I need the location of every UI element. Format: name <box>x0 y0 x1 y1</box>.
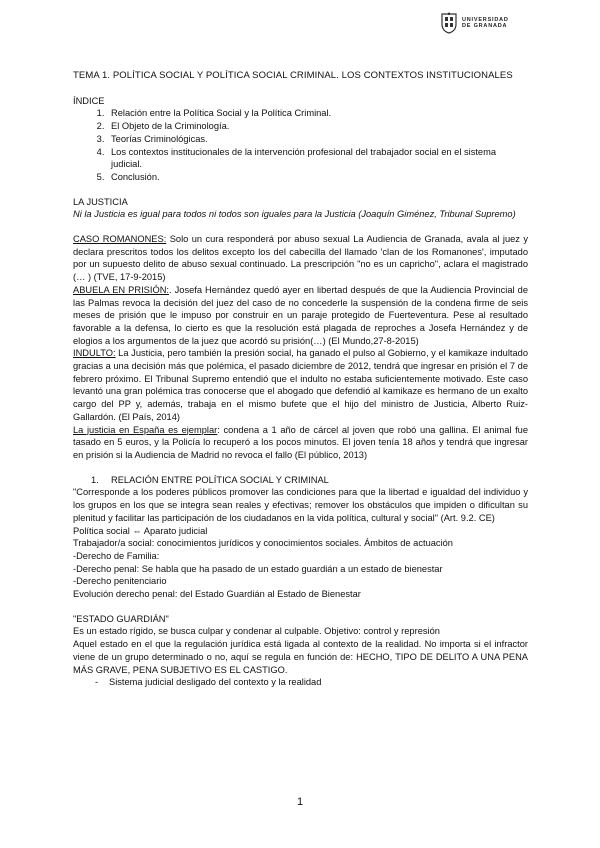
index-heading: ÍNDICE <box>73 95 105 106</box>
section-title: RELACIÓN ENTRE POLÍTICA SOCIAL Y CRIMINAL <box>111 474 329 485</box>
logo-line-2: DE GRANADA <box>462 23 508 29</box>
case-paragraph <box>73 284 528 348</box>
index-item: 1. Relación entre la Política Social y la Política Criminal. <box>107 107 528 120</box>
document-title: TEMA 1. POLÍTICA SOCIAL Y POLÍTICA SOCIAL CRIMINAL. LOS CONTEXTOS INSTITUCIONALES <box>73 70 513 81</box>
section-line: -Derecho de Familia: <box>73 550 160 561</box>
logo-line-1: UNIVERSIDAD <box>462 16 509 23</box>
index-item: 5. Conclusión. <box>107 171 528 184</box>
justicia-heading: LA JUSTICIA <box>73 196 128 207</box>
page-number: 1 <box>296 796 304 808</box>
index-item: 3. Teorías Criminológicas. <box>107 133 528 146</box>
estado-bullets <box>73 676 528 689</box>
constitution-quote: "Corresponde a los poderes públicos promover las condiciones para que la libertad e igualdad del individuo y los grupos en los que se integra sean reales y efectivas; remover los obstáculos que impiden o dificultan su plenitud y facilitar las participación de los ciudadanos en la vida política, cultural y social" (Art. 9.2. CE) <box>73 487 528 523</box>
case-paragraph <box>73 233 528 284</box>
section-line: -Derecho penitenciario <box>73 576 167 587</box>
section-number: 1. <box>91 474 99 485</box>
case-text: Solo un cura responderá por abuso sexual La Audiencia de Granada, avala al juez y declara prescritos todos los delitos excepto los del cabecilla del llamado 'clan de los Romanones', imputado por un supuesto delito de abuso sexual continuado. La prescripción "no es un capricho", aclara el magistrado (… ) (TVE, 17-9-2015) <box>73 234 528 283</box>
case-text: : condena a 1 año de cárcel al joven que robó una gallina. El animal fue tasado en 5 euros, y la Policía lo recuperó a los pocos minutos. El joven tenía 18 años y tendrá que ingresar en prisión si la Audiencia de Madrid no revoca el fallo (El público, 2013) <box>73 424 528 460</box>
case-label: CASO ROMANONES: <box>73 234 167 245</box>
index-item: 4. Los contextos institucionales de la intervención profesional del trabajador social en el sistema judicial. <box>107 146 528 171</box>
section-line: Política social ⇔ Aparato judicial <box>73 525 208 536</box>
section-line: Trabajador/a social: conocimientos jurídicos y conocimientos sociales. Ámbitos de actuación <box>73 538 453 549</box>
section-line: -Derecho penal: Se habla que ha pasado de un estado guardián a un estado de bienestar <box>73 563 443 574</box>
case-paragraph <box>73 347 528 423</box>
case-label: ABUELA EN PRISIÓN: <box>73 284 169 295</box>
case-label: INDULTO: <box>73 348 116 359</box>
section-1-heading <box>73 474 528 487</box>
estado-line: Es un estado rígido, se busca culpar y condenar al culpable. Objetivo: control y represión <box>73 626 440 637</box>
university-crest-icon <box>440 12 458 34</box>
section-line: Evolución derecho penal: del Estado Guardián al Estado de Bienestar <box>73 589 361 600</box>
case-text: La Justicia, pero también la presión social, ha ganado el pulso al Gobierno, y el kamikaze indultado gracias a una decisión más que polémica, el pasado diciembre de 2012, tendrá que ingresar en prisión el 7 de febrero próximo. El Tribunal Supremo entendió que el indulto no estaba suficientemente motivado. Este caso levantó una gran polémica tras conocerse que el abogado que defendió al kamikaze es hermano de un exalto cargo del PP y, además, trabaja en el mismo bufete que el hijo del ministro de Justicia, Alberto Ruiz-Gallardón. (El País, 2014) <box>73 348 528 422</box>
case-label: La justicia en España es ejemplar <box>73 424 218 435</box>
index-item: 2. El Objeto de la Criminología. <box>107 120 528 133</box>
list-item: - Sistema judicial desligado del contexto y la realidad <box>95 676 528 689</box>
document-body <box>73 70 528 689</box>
case-text: . Josefa Hernández quedó ayer en libertad después de que la Audiencia Provincial de las Palmas revoca la decisión del juez del caso de no concederle la suspensión de la condena firme de seis meses de prisión que le impuso por construir en un paraje protegido de Fuerteventura. Pese al resultado favorable a la defensa, lo cierto es que la resolución está plagada de reproches a Josefa Hernández y de elogios a los argumentos de la juez que acordó su prisión(…) (El Mundo,27-8-2015) <box>73 284 528 346</box>
case-paragraph <box>73 424 528 462</box>
estado-heading: "ESTADO GUARDIÁN" <box>73 613 169 624</box>
index-list <box>73 107 528 183</box>
justicia-quote: Ni la Justicia es igual para todos ni todos son iguales para la Justicia (Joaquín Giménez, Tribunal Supremo) <box>73 209 516 220</box>
estado-paragraph: Aquel estado en el que la regulación jurídica está ligada al contexto de la realidad. No importa si el infractor viene de un grupo determinado o no, aquí se regula en función de: HECHO, TIPO DE DELITO A UNA PENA MÁS GRAVE, PENA SUBJETIVO ES EL CASTIGO. <box>73 639 528 675</box>
university-logo <box>440 12 509 34</box>
